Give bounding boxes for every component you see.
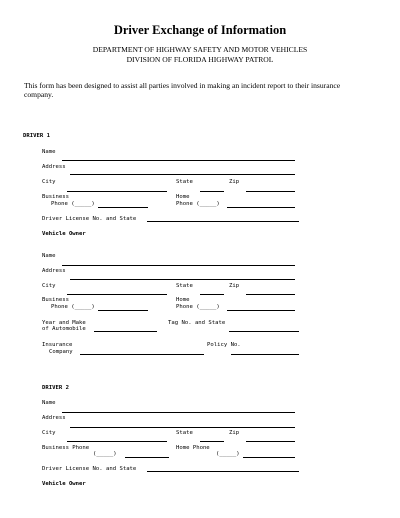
page-title: Driver Exchange of Information [113,23,287,37]
owner1-tag-label: Tag No. and State [168,320,226,326]
driver2-state-label: State [176,430,193,436]
owner1-home-phone-label: Phone (_____) [176,304,220,310]
owner1-policy-field[interactable] [231,354,299,355]
driver2-city-field[interactable] [67,441,167,442]
owner1-business-label: Business [42,297,69,303]
driver2-address-field[interactable] [70,427,295,428]
owner1-state-field[interactable] [200,294,224,295]
owner1-business-phone-field[interactable] [98,310,148,311]
owner1-automobile-label: of Automobile [42,326,86,332]
department-name: DEPARTMENT OF HIGHWAY SAFETY AND MOTOR VEHICLES [92,45,308,54]
driver2-city-label: City [42,430,56,436]
driver2-heading: DRIVER 2 [42,385,69,391]
owner1-name-field[interactable] [62,265,295,266]
driver1-vehicle-owner-heading: Vehicle Owner [42,231,86,237]
owner1-zip-field[interactable] [246,294,295,295]
driver2-zip-field[interactable] [246,441,295,442]
owner1-address-label: Address [42,268,66,274]
driver1-home-phone-label: Phone (_____) [176,201,220,207]
driver1-city-label: City [42,179,56,185]
owner1-insurance-field[interactable] [80,354,204,355]
driver1-business-phone-label: Phone (_____) [51,201,95,207]
driver2-license-field[interactable] [147,471,299,472]
owner1-home-label: Home [176,297,190,303]
driver1-business-phone-field[interactable] [98,207,148,208]
owner1-city-field[interactable] [67,294,167,295]
driver1-license-label: Driver License No. and State [42,216,137,222]
driver1-name-field[interactable] [62,160,295,161]
driver2-address-label: Address [42,415,66,421]
owner1-address-field[interactable] [70,279,295,280]
driver1-zip-field[interactable] [246,191,295,192]
owner1-state-label: State [176,283,193,289]
owner1-zip-label: Zip [229,283,240,289]
driver2-license-label: Driver License No. and State [42,466,137,472]
driver1-license-field[interactable] [147,221,299,222]
driver1-home-label: Home [176,194,190,200]
owner1-business-phone-label: Phone (_____) [51,304,95,310]
driver1-state-label: State [176,179,193,185]
driver1-name-label: Name [42,149,56,155]
intro-text: This form has been designed to assist all parties involved in making an incident report to their insurance company. [24,81,341,99]
driver2-home-phone-field[interactable] [243,457,295,458]
owner1-policy-label: Policy No. [207,342,241,348]
owner1-company-label: Company [49,349,73,355]
driver2-business-phone-field[interactable] [125,457,169,458]
driver1-address-field[interactable] [70,174,295,175]
driver1-state-field[interactable] [200,191,224,192]
owner1-year-make-field[interactable] [94,331,157,332]
owner1-insurance-label: Insurance [42,342,73,348]
owner1-city-label: City [42,283,56,289]
driver2-zip-label: Zip [229,430,240,436]
driver2-vehicle-owner-heading: Vehicle Owner [42,481,86,487]
driver2-name-label: Name [42,400,56,406]
driver1-home-phone-field[interactable] [227,207,295,208]
owner1-year-make-label: Year and Make [42,320,86,326]
driver1-city-field[interactable] [67,191,167,192]
owner1-home-phone-field[interactable] [227,310,295,311]
driver2-business-phone-label: Business Phone [42,445,90,451]
owner1-name-label: Name [42,253,56,259]
driver2-home-phone-label: Home Phone [176,445,210,451]
owner1-tag-field[interactable] [229,331,299,332]
driver2-business-paren: (_____) [93,451,117,457]
driver1-zip-label: Zip [229,179,240,185]
driver2-name-field[interactable] [62,412,295,413]
driver2-state-field[interactable] [200,441,224,442]
driver1-heading: DRIVER 1 [23,133,50,139]
driver1-address-label: Address [42,164,66,170]
division-name: DIVISION OF FLORIDA HIGHWAY PATROL [126,55,274,64]
driver1-business-label: Business [42,194,69,200]
driver2-home-paren: (_____) [216,451,240,457]
